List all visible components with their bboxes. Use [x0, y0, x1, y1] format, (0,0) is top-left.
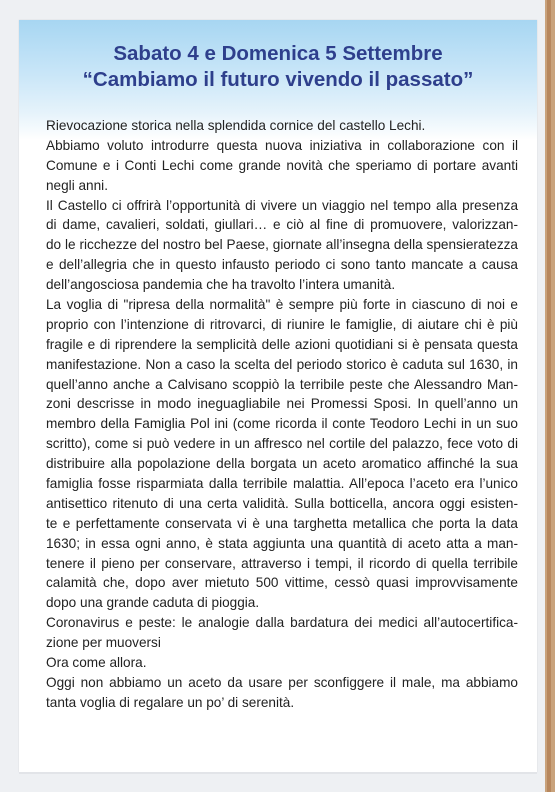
text-line: antisettico ritenuto di una certa validità. Sulla botticella, ancora oggi esisten-: [46, 495, 518, 511]
text-line: Rievocazione storica nella splendida cornice del castello Lechi.: [46, 118, 426, 133]
text-line: zione per muoversi: [46, 635, 161, 651]
document-page: [19, 20, 537, 772]
text-line: calamità che, dopo aver mietuto 500 vittime, cessò quasi improvvisamente: [46, 575, 518, 591]
text-line: scritto), come si può vedere in un affresco nel cortile del palazzo, fece voto di: [46, 436, 518, 452]
text-line: tenere il pieno per conservare, attraverso i tempi, il ricordo di quella terribile: [46, 555, 518, 571]
text-line: famiglia fosse risparmiata dalla terribile malattia. All’epoca l’aceto era l’unico: [46, 476, 518, 492]
page-bottom-divider: [19, 772, 537, 774]
text-line: Oggi non abbiamo un aceto da usare per sconfiggere il male, ma abbiamo: [46, 674, 518, 690]
text-line: manifestazione. Non a caso la scelta del periodo storico è caduta sul 1630, in: [46, 356, 518, 372]
text-line: do le ricchezze del nostro bel Paese, giornate all’insegna della spensieratezza: [46, 237, 518, 253]
title-line-2: “Cambiamo il futuro vivendo il passato”: [82, 68, 474, 91]
right-edge-shadow: [547, 0, 551, 792]
text-line: fragile e di riprendere la semplicità delle azioni quotidiani si è pensata questa: [46, 336, 518, 352]
text-line: Coronavirus e peste: le analogie dalla bardatura dei medici all’autocertifica-: [46, 615, 518, 631]
text-line: dell’angosciosa pandemia che ha travolto l’intera umanità.: [46, 277, 396, 293]
text-line: e dell’allegria che in questo infausto periodo ci sono tanto mancate a causa: [46, 257, 518, 273]
text-line: zoni descrisse in modo ineguagliabile nei Promessi Sposi. In quell’anno un: [46, 396, 518, 412]
article-body: [46, 116, 518, 713]
text-line: membro della Famiglia Pol ini (come ricorda il conte Teodoro Lechi in un suo: [46, 416, 518, 432]
text-line: te e perfettamente conservata vi è una targhetta metallica che porta la data: [46, 515, 518, 531]
text-line: di dame, cavalieri, soldati, giullari… e ciò al fine di promuovere, valorizzan-: [46, 217, 518, 233]
text-line: negli anni.: [46, 177, 108, 193]
text-line: distribuire alla popolazione della borgata un aceto aromatico affinché la sua: [46, 456, 518, 472]
text-line: 1630; in essa ogni anno, è stata aggiunta una quantità di aceto atta a man-: [46, 535, 518, 551]
text-line: La voglia di "ripresa della normalità" è sempre più forte in ciascuno di noi e: [46, 297, 518, 313]
title-line-1: Sabato 4 e Domenica 5 Settembre: [113, 42, 443, 65]
text-line: Comune e i Conti Lechi come grande novità che speriamo di portare avanti: [46, 157, 518, 173]
text-line: Ora come allora.: [46, 655, 147, 671]
text-line: tanta voglia di regalare un po’ di serenità.: [46, 694, 295, 710]
text-line: quell’anno anche a Calvisano scoppiò la terribile peste che Alessandro Man-: [46, 376, 518, 392]
text-line: dopo una grande caduta di pioggia.: [46, 595, 260, 611]
text-line: proprio con l’intenzione di ritrovarci, di riunire le famiglie, di aiutare chi è più: [46, 316, 518, 332]
text-line: Il Castello ci offrirà l’opportunità di vivere un viaggio nel tempo alla presenza: [46, 197, 518, 213]
text-line: Abbiamo voluto introdurre questa nuova iniziativa in collaborazione con il: [46, 137, 518, 153]
